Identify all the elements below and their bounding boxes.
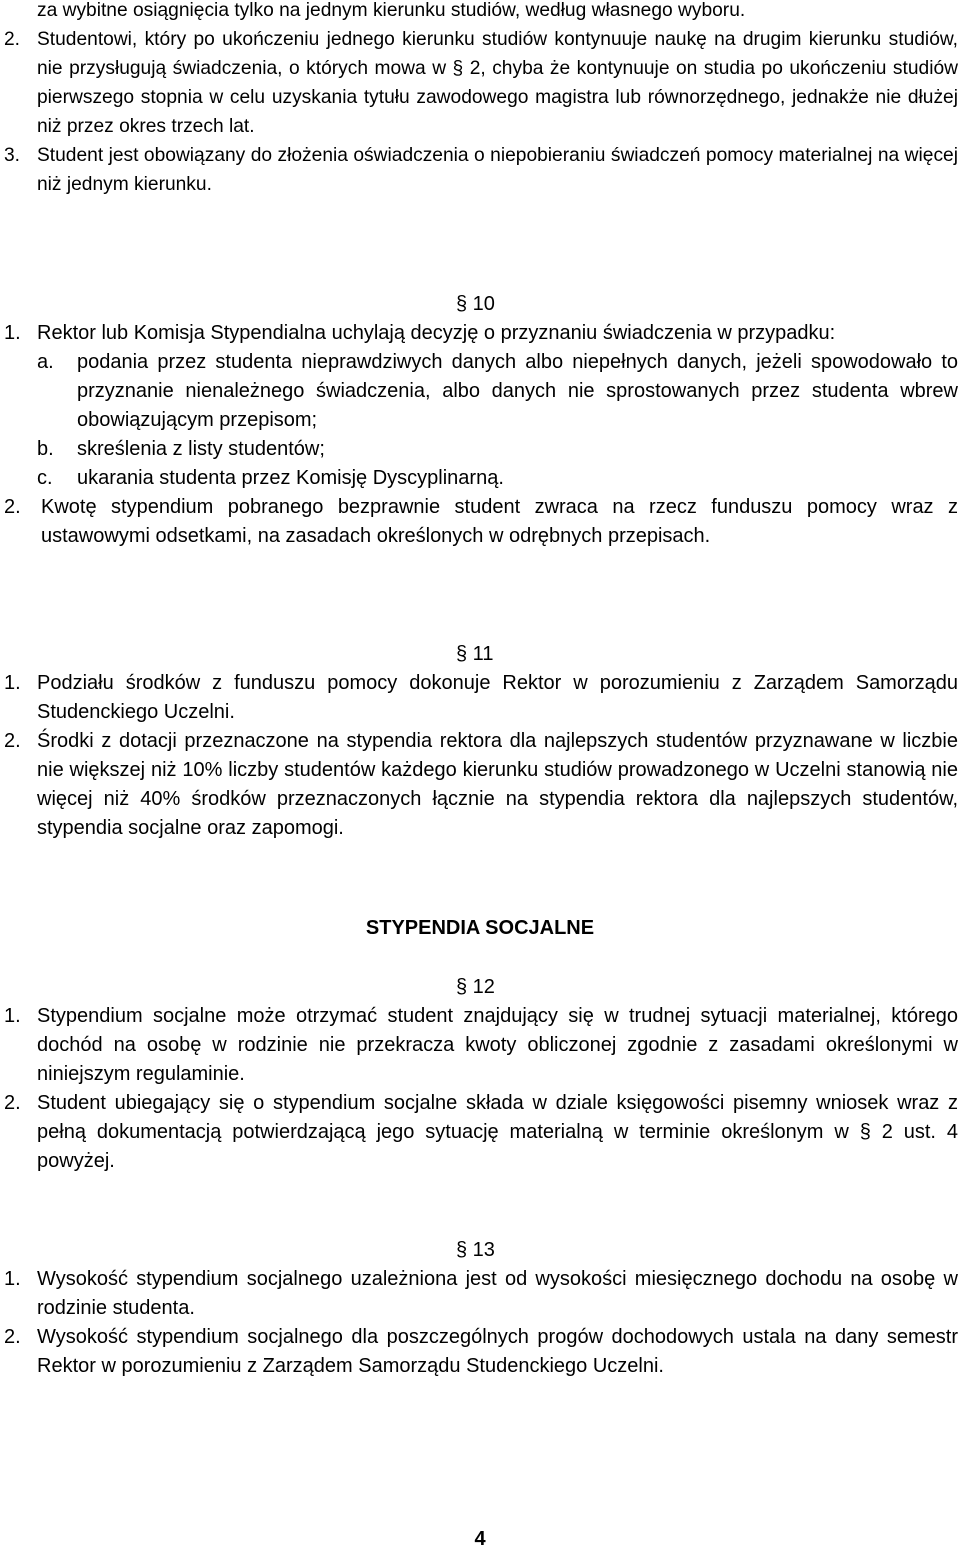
section-number: § 11 <box>456 643 494 665</box>
list-item <box>0 1323 960 1381</box>
continued-paragraph: za wybitne osiągnięcia tylko na jednym kierunku studiów, według własnego wyboru. <box>37 0 746 21</box>
item-number: 1. <box>4 1005 21 1027</box>
sub-item <box>0 464 960 493</box>
list-item <box>0 1265 960 1323</box>
item-text: Kwotę stypendium pobranego bezprawnie student zwraca na rzecz funduszu pomocy wraz z ustawowymi odsetkami, na zasadach określonych w odrębnych przepisach. <box>41 496 958 547</box>
sub-item-label: a. <box>37 351 54 373</box>
list-item <box>0 727 960 843</box>
section-12-body <box>0 1002 960 1176</box>
item-number: 1. <box>4 672 21 694</box>
sub-item-text: ukarania studenta przez Komisję Dyscyplinarną. <box>77 467 504 489</box>
item-text: Rektor lub Komisja Stypendialna uchylają decyzję o przyznaniu świadczenia w przypadku: <box>37 322 836 344</box>
item-number: 3. <box>4 145 21 166</box>
section-number: § 12 <box>456 976 495 998</box>
sub-item-text: podania przez studenta nieprawdziwych danych albo niepełnych danych, jeżeli spowodowało to przyznanie nienależnego świadczenia, albo danych nie sprostowanych przez studenta wbrew obowiązującym przepisom; <box>77 351 958 431</box>
item-number: 2. <box>4 496 21 518</box>
sub-item-text: skreślenia z listy studentów; <box>77 438 325 460</box>
item-text: Wysokość stypendium socjalnego dla poszczególnych progów dochodowych ustala na dany semestr Rektor w porozumieniu z Zarządem Samorządu Studenckiego Uczelni. <box>37 1326 958 1377</box>
section-13-body <box>0 1265 960 1381</box>
item-number: 2. <box>4 1326 21 1348</box>
list-item <box>0 1002 960 1089</box>
list-item <box>0 319 960 348</box>
item-text: Stypendium socjalne może otrzymać student znajdujący się w trudnej sytuacji materialnej, którego dochód na osobę w rodzinie nie przekracza kwoty obliczonej zgodnie z zasadami określonymi w niniejszym regulaminie. <box>37 1005 958 1085</box>
item-text: Student jest obowiązany do złożenia oświadczenia o niepobieraniu świadczeń pomocy materialnej na więcej niż jednym kierunku. <box>37 145 958 195</box>
item-number: 1. <box>4 322 21 344</box>
item-number: 2. <box>4 730 21 752</box>
section-heading: STYPENDIA SOCJALNE <box>365 917 595 939</box>
list-item <box>0 493 960 551</box>
sub-item-label: b. <box>37 438 54 460</box>
item-number: 2. <box>4 1092 21 1114</box>
item-text: Podziału środków z funduszu pomocy dokonuje Rektor w porozumieniu z Zarządem Samorządu Studenckiego Uczelni. <box>37 672 958 723</box>
section-10-body <box>0 319 960 551</box>
item-text: Wysokość stypendium socjalnego uzależniona jest od wysokości miesięcznego dochodu na osobę w rodzinie studenta. <box>37 1268 958 1319</box>
section-11-body <box>0 669 960 843</box>
item-number: 1. <box>4 1268 21 1290</box>
sub-item-label: c. <box>37 467 53 489</box>
list-item <box>0 669 960 727</box>
item-text: Środki z dotacji przeznaczone na stypendia rektora dla najlepszych studentów przyznawane w liczbie nie większej niż 10% liczby studentów każdego kierunku studiów prowadzonego w Uczelni stanowią nie więcej niż 40% środków przeznaczonych łącznie na stypendia rektora dla najlepszych studentów, stypendia socjalne oraz zapomogi. <box>37 730 958 839</box>
list-item <box>0 141 960 199</box>
sub-item <box>0 435 960 464</box>
item-text: Student ubiegający się o stypendium socjalne składa w dziale księgowości pisemny wniosek wraz z pełną dokumentacją potwierdzającą jego sytuację materialną w terminie określonym w § 2 ust. 4 powyżej. <box>37 1092 958 1172</box>
item-text: Studentowi, który po ukończeniu jednego kierunku studiów kontynuuje naukę na drugim kierunku studiów, nie przysługują świadczenia, o których mowa w § 2, chyba że kontynuuje on studia po ukończeniu studiów pierwszego stopnia w celu uzyskania tytułu zawodowego magistra lub równorzędnego, jednakże nie dłużej niż przez okres trzech lat. <box>37 29 958 137</box>
page-number: 4 <box>474 1528 486 1550</box>
section-number: § 13 <box>456 1239 495 1261</box>
list-item <box>0 1089 960 1176</box>
intro-block <box>0 0 960 199</box>
sub-item <box>0 348 960 435</box>
item-number: 2. <box>4 29 21 50</box>
section-number: § 10 <box>456 293 495 315</box>
list-item <box>0 25 960 141</box>
